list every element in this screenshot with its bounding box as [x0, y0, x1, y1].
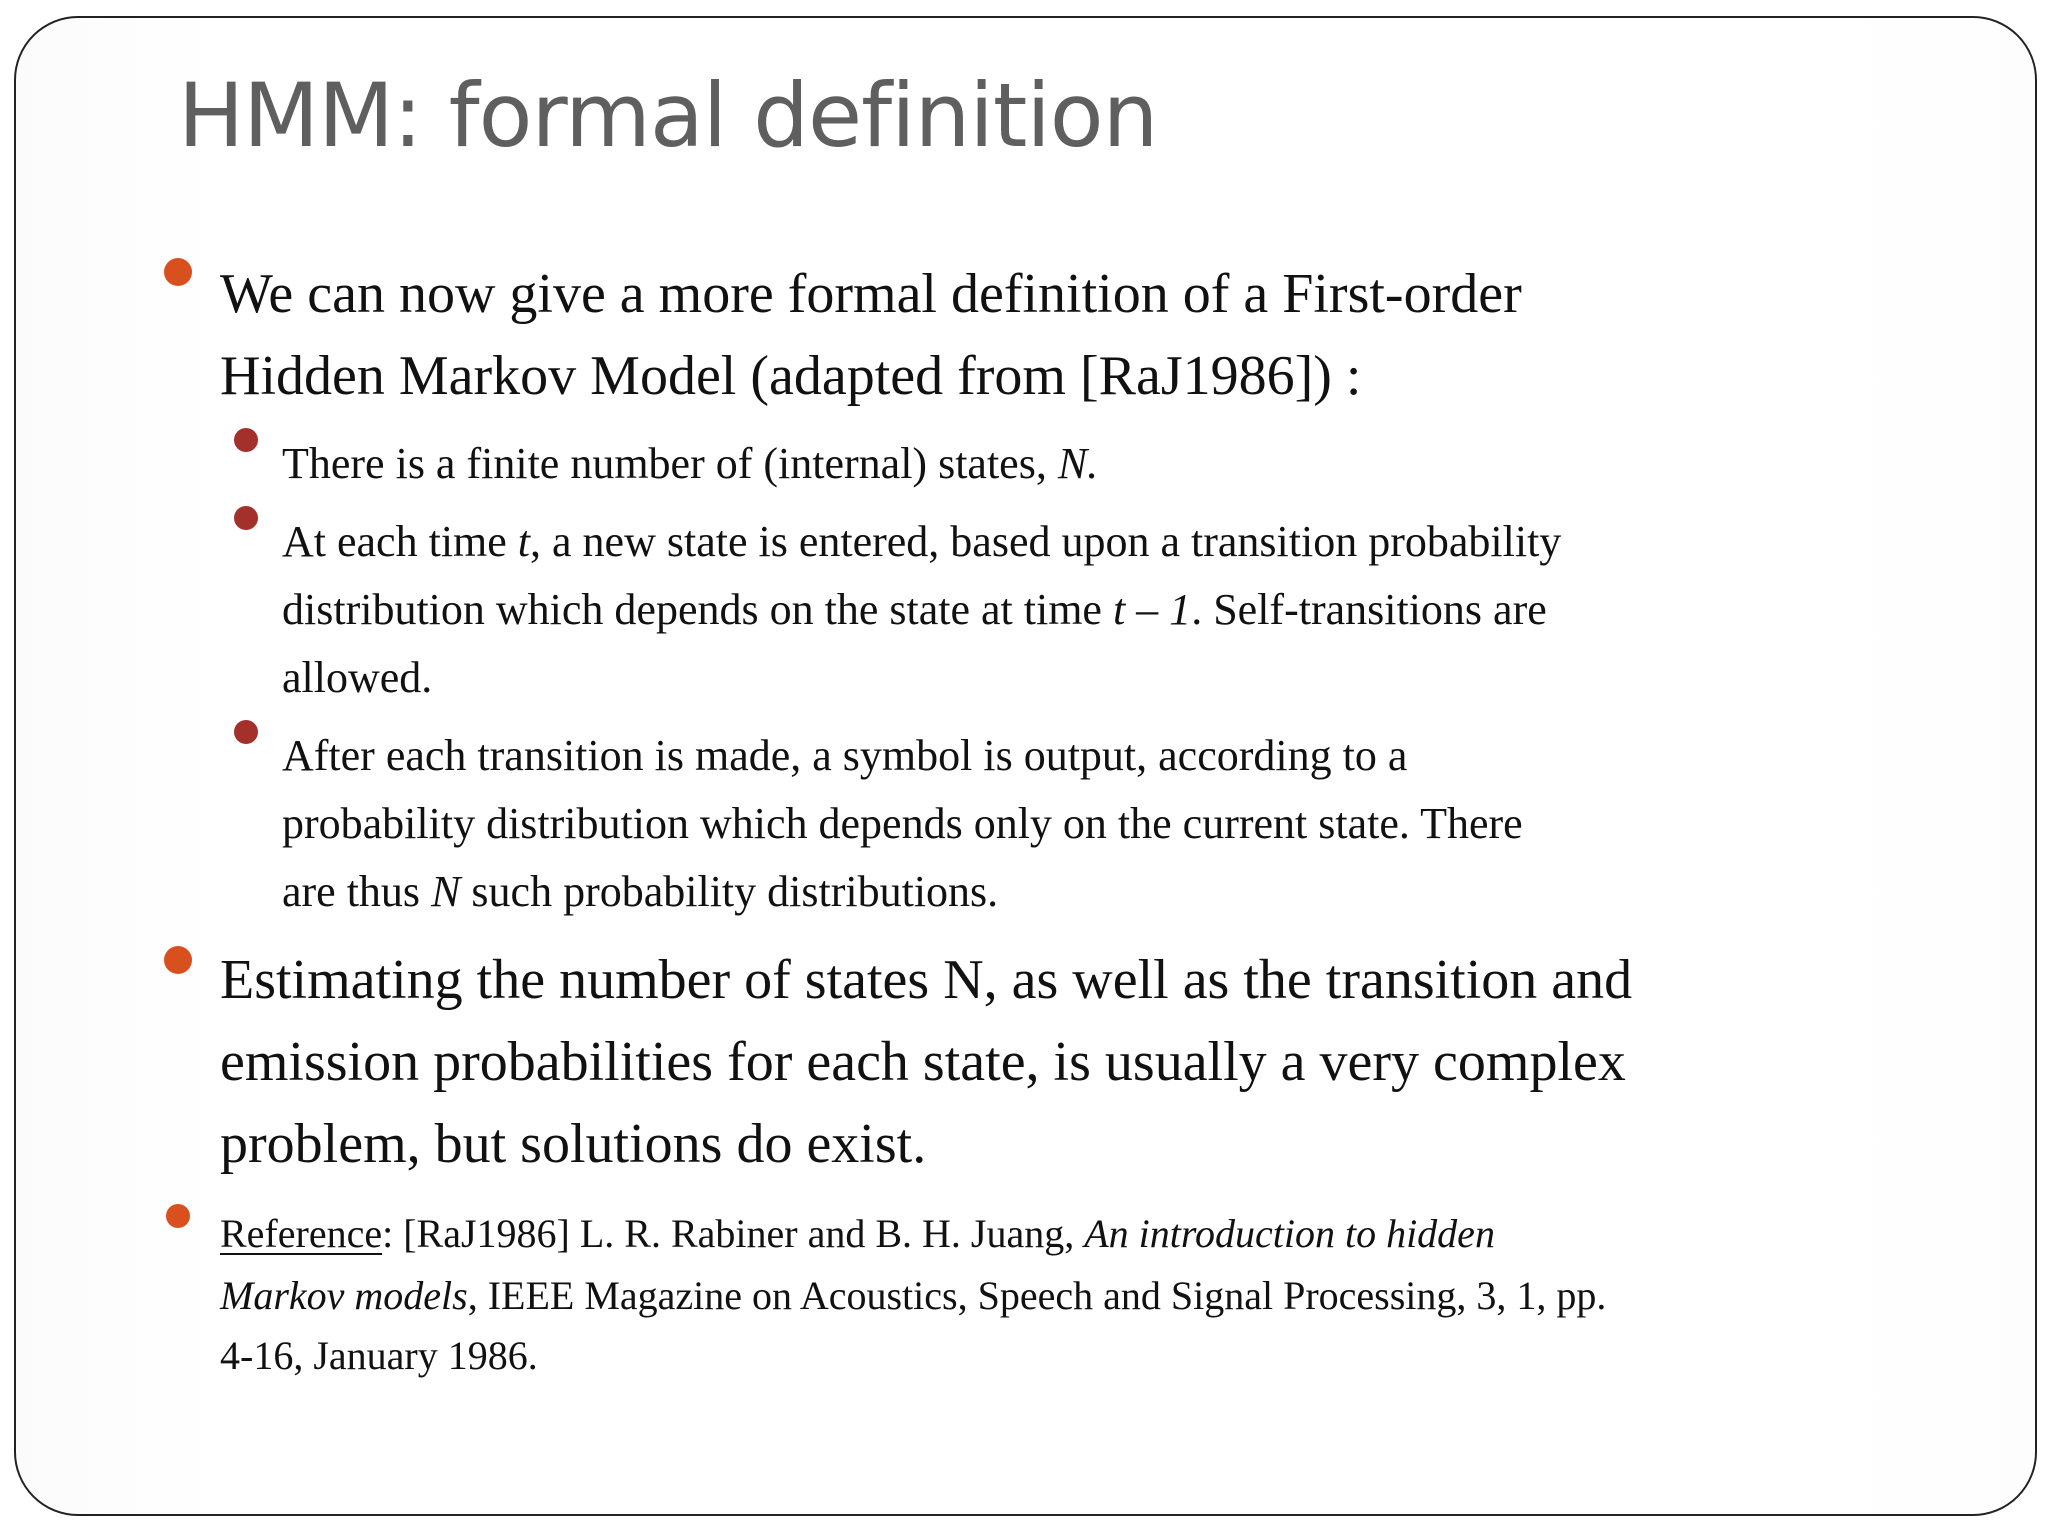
reference-text-line: 4-16, January 1986.: [220, 1333, 538, 1378]
slide-title: HMM: formal definition: [178, 64, 1158, 167]
bullet-dot-icon: [164, 946, 192, 974]
variable-t: t: [517, 517, 531, 566]
sub-bullet-text-line: [282, 866, 998, 917]
variable-n: N.: [1057, 439, 1099, 488]
sub-bullet-dot-icon: [234, 428, 258, 452]
variable-t-minus-1: t – 1: [1112, 585, 1192, 634]
bullet-text-line: Estimating the number of states N, as well as the transition and: [220, 949, 1633, 1011]
text-run: are thus: [282, 867, 432, 916]
reference-text-line: [220, 1210, 1495, 1257]
reference-title: Markov models: [220, 1273, 468, 1318]
slide-content: [16, 18, 2035, 1514]
sub-bullet-text-line: After each transition is made, a symbol is output, according to a: [282, 731, 1408, 780]
sub-bullet-text-line: [282, 516, 1561, 567]
bullet-text-line: emission probabilities for each state, is usually a very complex: [220, 1031, 1626, 1093]
sub-bullet-text-line: [282, 584, 1547, 635]
bullet-text-line: problem, but solutions do exist.: [220, 1113, 927, 1175]
text-run: . Self-transitions are: [1191, 585, 1547, 634]
sub-bullet-text-line: allowed.: [282, 653, 433, 702]
bullet-text-line: We can now give a more formal definition of a First-order: [220, 263, 1522, 325]
slide-frame: [14, 16, 2037, 1516]
text-run: At each time: [282, 517, 518, 566]
variable-n: N: [431, 867, 461, 916]
text-run: such probability distributions.: [460, 867, 999, 916]
reference-label: Reference: [220, 1211, 383, 1256]
reference-text-line: [220, 1272, 1606, 1319]
sub-bullet-dot-icon: [234, 720, 258, 744]
sub-bullet-text-line: probability distribution which depends only on the current state. There: [282, 799, 1523, 848]
text-run: , IEEE Magazine on Acoustics, Speech and Signal Processing, 3, 1, pp.: [467, 1273, 1607, 1318]
text-run: There is a finite number of (internal) states,: [282, 439, 1058, 488]
text-run: , a new state is entered, based upon a transition probability: [530, 517, 1562, 566]
text-run: distribution which depends on the state at time: [282, 585, 1113, 634]
bullet-dot-icon: [164, 258, 192, 286]
bullet-dot-icon: [166, 1204, 190, 1228]
sub-bullet-text-line: [282, 438, 1098, 489]
sub-bullet-dot-icon: [234, 506, 258, 530]
reference-title: An introduction to hidden: [1084, 1211, 1495, 1256]
text-run: : [RaJ1986] L. R. Rabiner and B. H. Juang,: [382, 1211, 1085, 1256]
bullet-text-line: Hidden Markov Model (adapted from [RaJ1986]) :: [220, 345, 1362, 407]
